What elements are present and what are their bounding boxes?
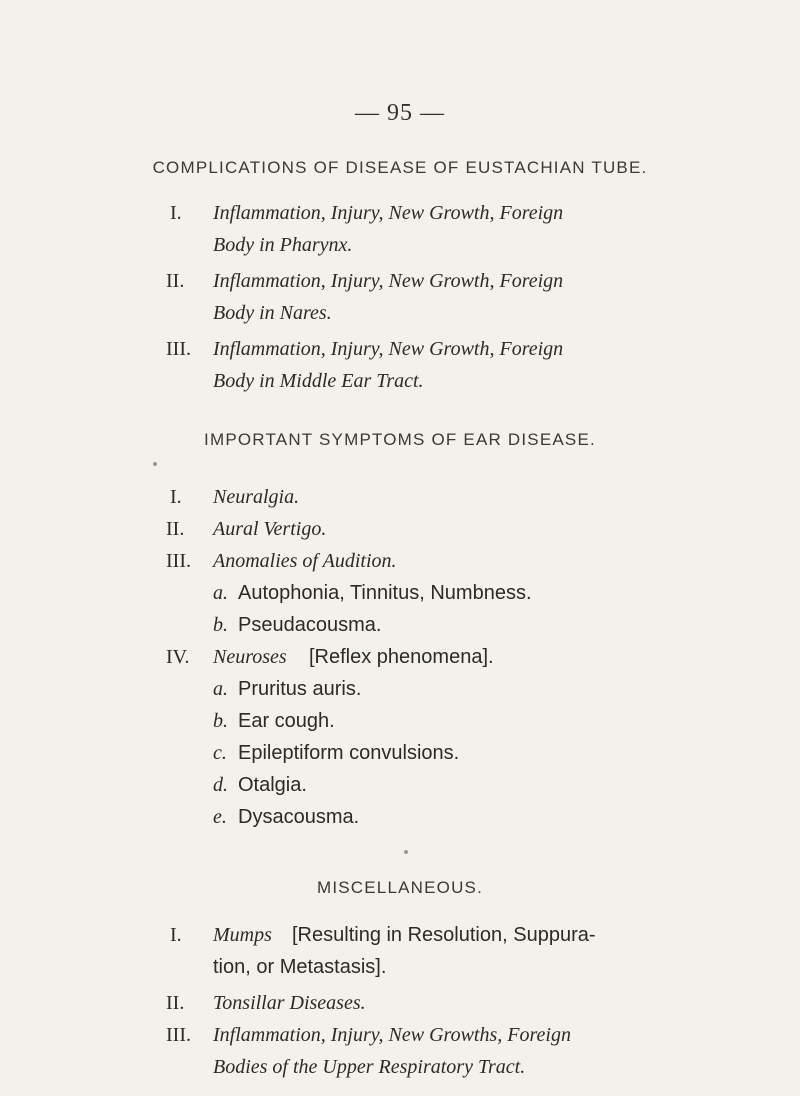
subitem-label: a. [213,678,228,700]
item-text-italic: Tonsillar Diseases. [213,992,366,1014]
subitem-text: Epileptiform convulsions. [238,742,460,764]
item-text-italic: Inflammation, Injury, New Growths, Foreign [213,1024,571,1046]
item-note: [Resulting in Resolution, Suppura- [292,924,596,946]
subitem-label: b. [213,614,228,636]
item-text-italic: Body in Pharynx. [213,234,353,256]
section-title-complications: COMPLICATIONS OF DISEASE OF EUSTACHIAN TUBE. [152,158,648,177]
item-note: tion, or Metastasis]. [213,956,387,978]
item-text-italic: Body in Middle Ear Tract. [213,370,424,392]
print-speck [153,462,157,466]
item-text-italic: Bodies of the Upper Respiratory Tract. [213,1056,526,1078]
item-text-italic: Aural Vertigo. [213,518,327,540]
subitem-label: e. [213,806,227,828]
section-title-important-symptoms: IMPORTANT SYMPTOMS OF EAR DISEASE. [204,430,596,449]
item-text-italic: Neuralgia. [213,486,300,508]
item-text-italic: Body in Nares. [213,302,332,324]
subitem-label: c. [213,742,227,764]
subitem-label: d. [213,774,228,796]
item-note: [Reflex phenomena]. [309,646,494,668]
item-numeral: I. [170,202,182,224]
print-speck [404,850,408,854]
subitem-label: b. [213,710,228,732]
item-numeral: I. [170,486,182,508]
item-text-italic: Inflammation, Injury, New Growth, Foreign [213,338,564,360]
subitem-text: Ear cough. [238,710,335,732]
subitem-text: Dysacousma. [238,806,360,828]
item-text-italic: Anomalies of Audition. [213,550,397,572]
item-numeral: II. [166,270,185,292]
item-numeral: III. [166,1024,191,1046]
item-numeral: I. [170,924,182,946]
item-text-italic: Inflammation, Injury, New Growth, Foreign [213,202,564,224]
item-title-italic: Mumps [213,924,272,946]
page-number: — 95 — [355,100,445,126]
item-numeral: III. [166,338,191,360]
item-numeral: III. [166,550,191,572]
subitem-text: Otalgia. [238,774,307,796]
subitem-text: Pseudacousma. [238,614,382,636]
item-numeral: IV. [166,646,190,668]
item-numeral: II. [166,518,185,540]
subitem-label: a. [213,582,228,604]
item-title-italic: Neuroses [213,646,287,668]
section-title-miscellaneous: MISCELLANEOUS. [316,878,484,897]
item-numeral: II. [166,992,185,1014]
item-text-italic: Inflammation, Injury, New Growth, Foreign [213,270,564,292]
subitem-text: Autophonia, Tinnitus, Numbness. [238,582,532,604]
subitem-text: Pruritus auris. [238,678,362,700]
